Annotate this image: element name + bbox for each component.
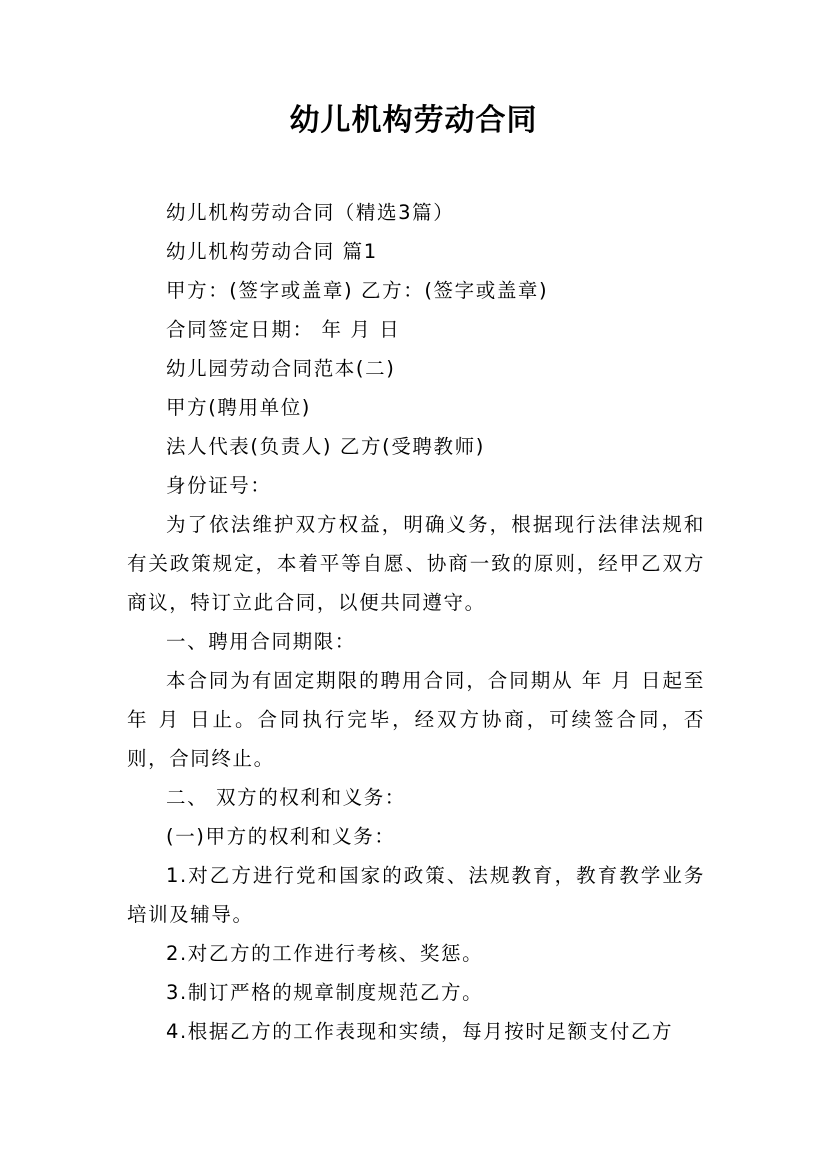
document-body (127, 193, 705, 1051)
paragraph-term-heading: 一、聘用合同期限： (166, 630, 356, 653)
paragraph-term-body: 本合同为有固定期限的聘用合同，合同期从 年 月 日起至 年 月 日止。合同执行完毕，经双方协商，可续签合同，否则，合同终止。 (127, 669, 705, 770)
paragraph-item-3: 3.制订严格的规章制度规范乙方。 (166, 981, 484, 1004)
document-title: 幼儿机构劳动合同 (289, 103, 538, 138)
paragraph-item-1: 1.对乙方进行党和国家的政策、法规教育，教育教学业务培训及辅导。 (127, 864, 705, 926)
paragraph-rights-heading: 二、 双方的权利和义务： (166, 786, 406, 809)
paragraph-item-4: 4.根据乙方的工作表现和实绩，每月按时足额支付乙方 (166, 1020, 674, 1043)
paragraph-party-a-rights-heading: (一)甲方的权利和义务： (166, 825, 396, 848)
paragraph-party-a: 甲方(聘用单位) (166, 396, 312, 419)
paragraph-preamble: 为了依法维护双方权益，明确义务，根据现行法律法规和有关政策规定，本着平等自愿、协商一致的原则，经甲乙双方商议，特订立此合同，以便共同遵守。 (127, 513, 705, 614)
paragraph-id-number: 身份证号： (166, 474, 272, 497)
paragraph-representative: 法人代表(负责人) 乙方(受聘教师) (166, 435, 485, 458)
paragraph-subtitle: 幼儿机构劳动合同（精选3篇） (166, 201, 455, 224)
paragraph-item-2: 2.对乙方的工作进行考核、奖惩。 (166, 942, 484, 965)
paragraph-section-heading: 幼儿机构劳动合同 篇1 (166, 240, 378, 263)
paragraph-template-heading: 幼儿园劳动合同范本(二) (166, 357, 396, 380)
paragraph-signatures: 甲方：(签字或盖章) 乙方：(签字或盖章) (166, 279, 549, 302)
paragraph-sign-date: 合同签定日期： 年 月 日 (166, 318, 401, 341)
